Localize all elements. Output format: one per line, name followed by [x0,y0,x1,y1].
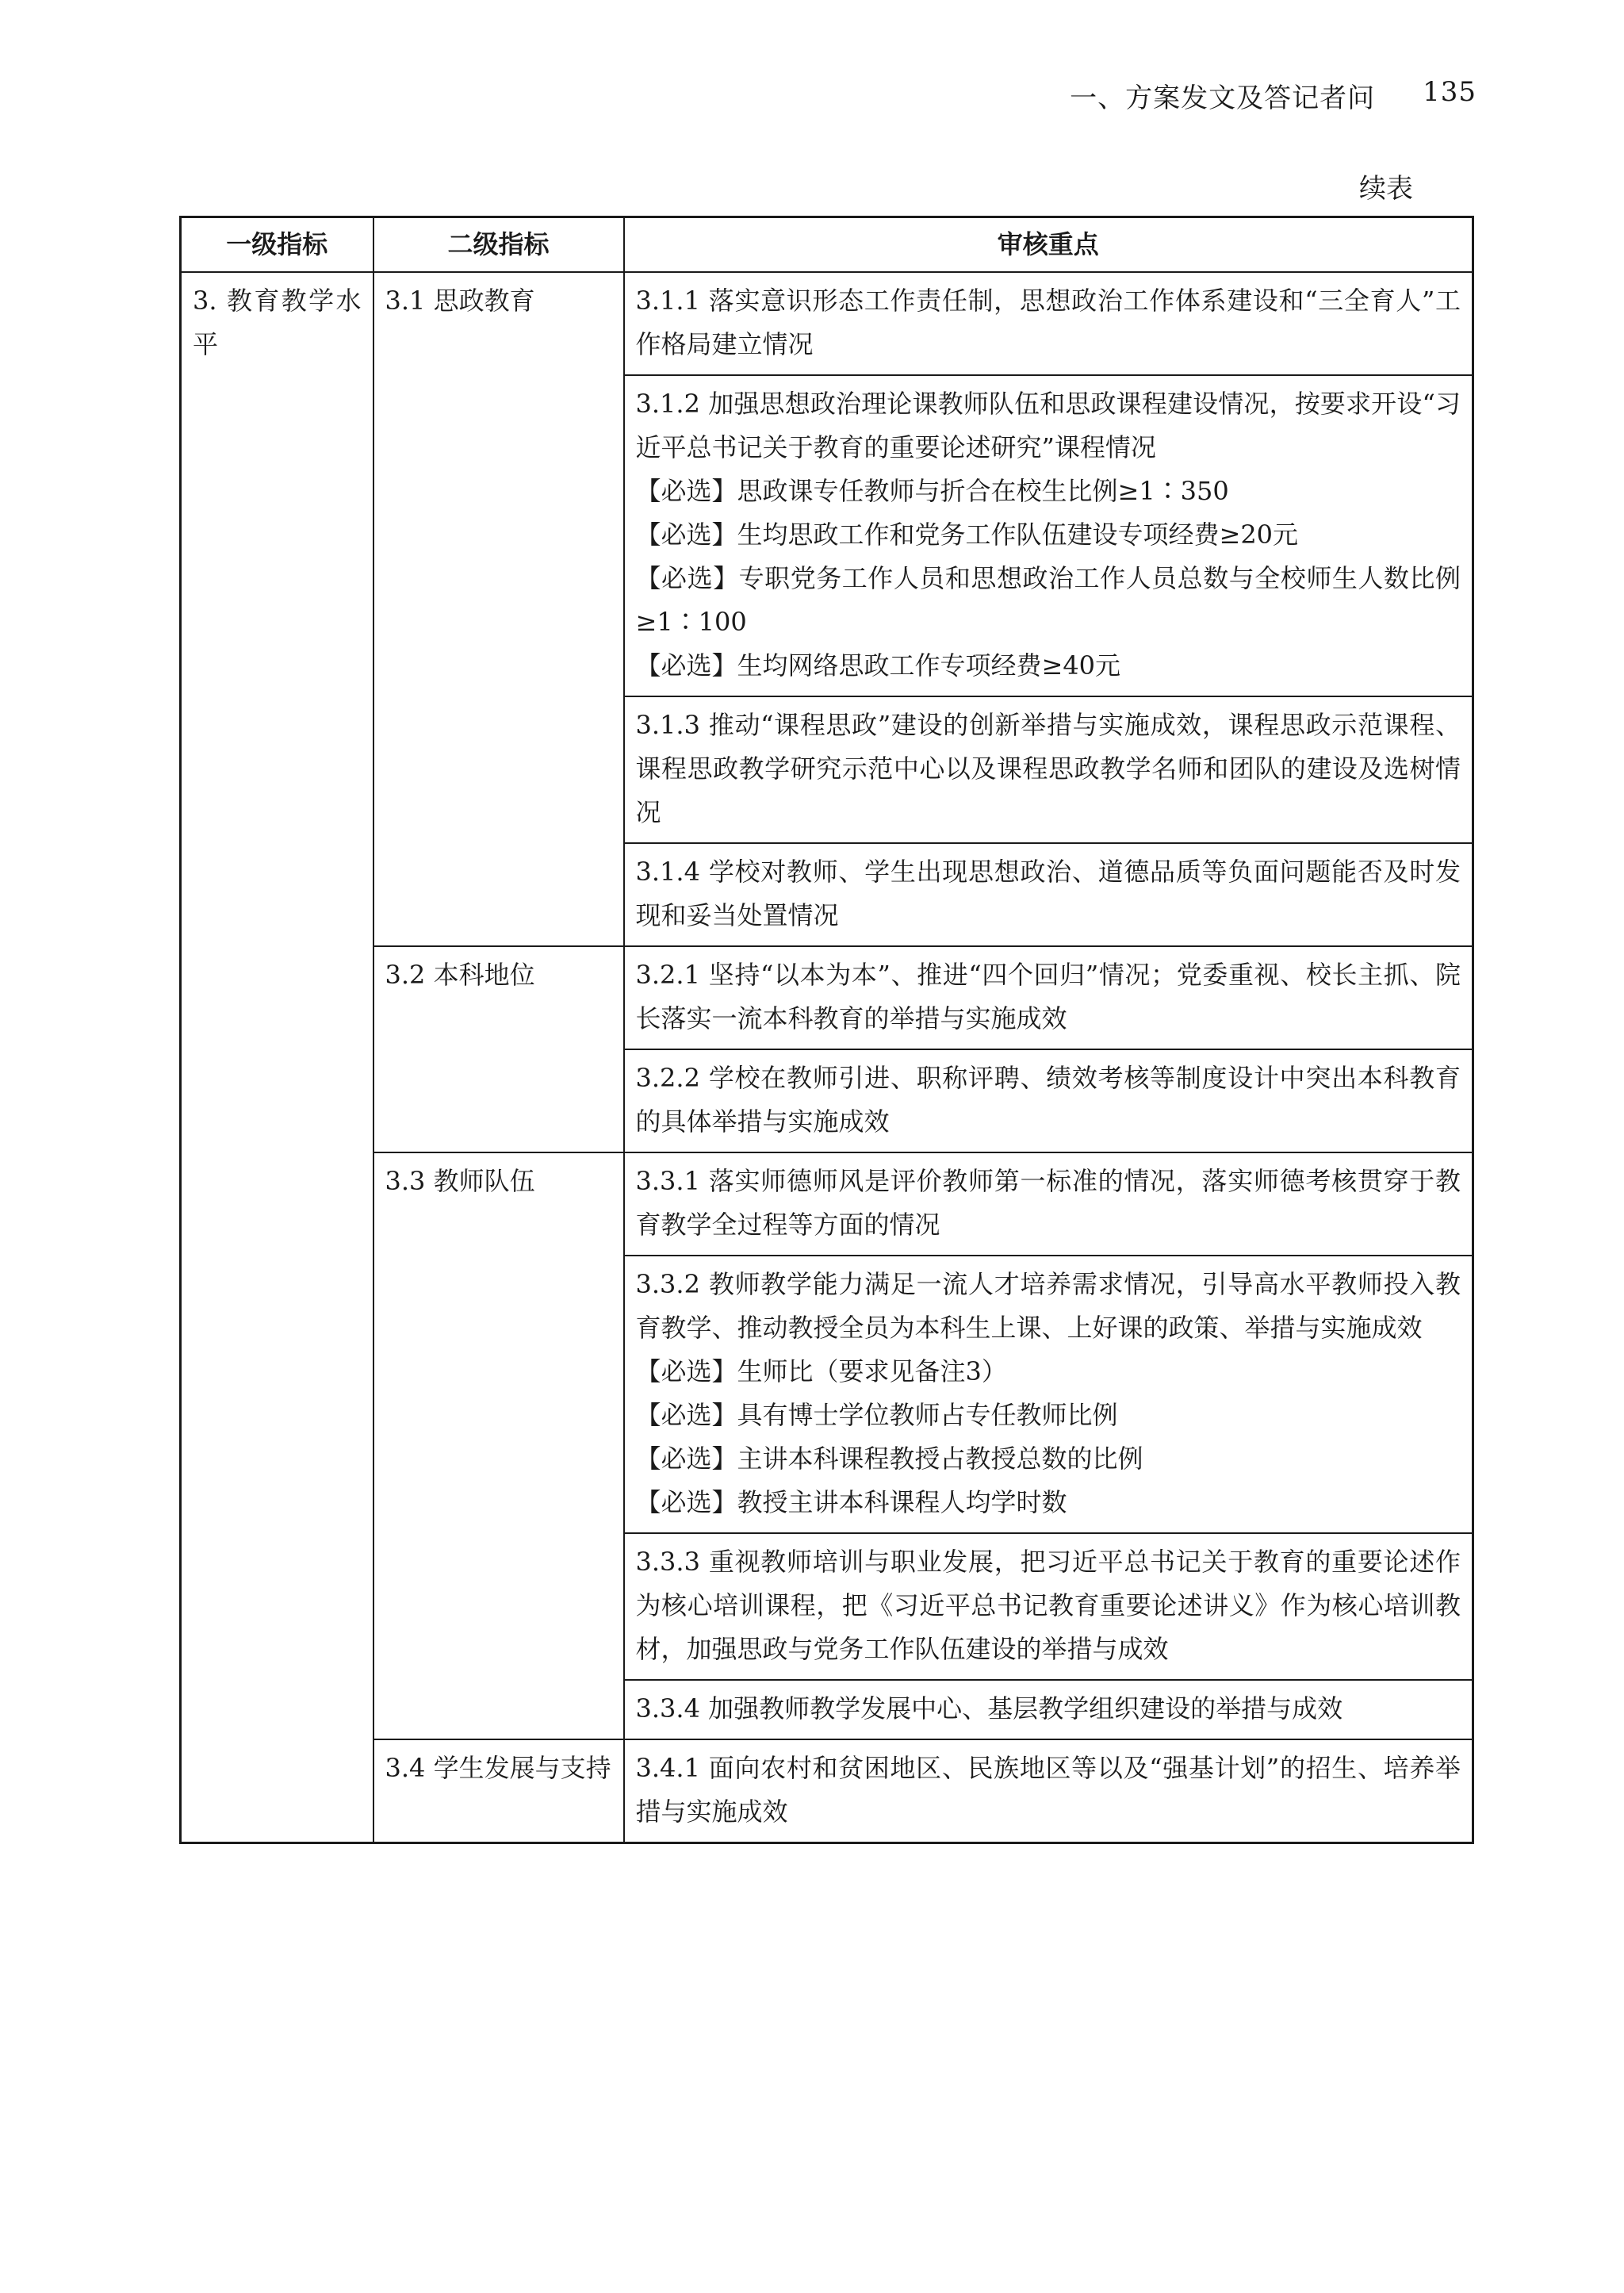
indicator-table [179,216,1474,1844]
table-row [181,1152,1473,1256]
review-focus-cell [624,946,1473,1049]
review-item-text: 3.1.2 加强思想政治理论课教师队伍和思政课程建设情况，按要求开设“习近平总书记关于教育的重要论述研究”课程情况 [635,389,1461,462]
table-header-row [181,217,1473,273]
review-focus-cell [624,1739,1473,1843]
review-item-text: 3.2.2 学校在教师引进、职称评聘、绩效考核等制度设计中突出本科教育的具体举措与实施成效 [635,1063,1461,1137]
header-review-focus: 审核重点 [624,217,1473,273]
required-metric: 【必选】生师比（要求见备注3） [635,1356,1007,1386]
required-metric: 【必选】思政课专任教师与折合在校生比例≥1∶350 [635,476,1229,506]
review-item-text: 3.2.1 坚持“以本为本”、推进“四个回归”情况；党委重视、校长主抓、院长落实一流本科教育的举措与实施成效 [635,960,1461,1033]
required-metric: 【必选】主讲本科课程教授占教授总数的比例 [635,1444,1143,1474]
table-row [181,946,1473,1049]
review-focus-cell [624,696,1473,843]
review-item-text: 3.3.3 重视教师培训与职业发展，把习近平总书记关于教育的重要论述作为核心培训课程，把《习近平总书记教育重要论述讲义》作为核心培训教材，加强思政与党务工作队伍建设的举措与成效 [635,1547,1461,1664]
review-focus-cell [624,1152,1473,1256]
level2-indicator: 3.4 学生发展与支持 [373,1739,624,1843]
review-focus-cell [624,1680,1473,1739]
review-focus-cell [624,1049,1473,1152]
review-focus-cell [624,375,1473,696]
review-focus-cell [624,1256,1473,1533]
level2-indicator: 3.3 教师队伍 [373,1152,624,1739]
required-metric: 【必选】专职党务工作人员和思想政治工作人员总数与全校师生人数比例≥1∶100 [635,563,1461,637]
required-metric: 【必选】生均思政工作和党务工作队伍建设专项经费≥20元 [635,520,1299,550]
required-metric: 【必选】教授主讲本科课程人均学时数 [635,1487,1067,1517]
required-metric: 【必选】具有博士学位教师占专任教师比例 [635,1400,1118,1430]
table-row [181,1739,1473,1843]
review-focus-cell [624,1533,1473,1680]
review-item-text: 3.4.1 面向农村和贫困地区、民族地区等以及“强基计划”的招生、培养举措与实施成效 [635,1753,1461,1827]
review-item-text: 3.3.1 落实师德师风是评价教师第一标准的情况，落实师德考核贯穿于教育教学全过程等方面的情况 [635,1166,1461,1240]
page-header [1070,76,1477,115]
review-focus-cell [624,272,1473,375]
page-number: 135 [1423,76,1477,108]
review-item-text: 3.1.3 推动“课程思政”建设的创新举措与实施成效，课程思政示范课程、课程思政教学研究示范中心以及课程思政教学名师和团队的建设及选树情况 [635,710,1461,827]
review-item-text: 3.1.4 学校对教师、学生出现思想政治、道德品质等负面问题能否及时发现和妥当处置情况 [635,857,1461,930]
header-level1: 一级指标 [181,217,373,273]
table-row [181,272,1473,375]
level2-indicator: 3.1 思政教育 [373,272,624,946]
level1-indicator: 3. 教育教学水平 [181,272,373,1843]
continued-label: 续表 [1359,173,1413,205]
level2-indicator: 3.2 本科地位 [373,946,624,1152]
review-item-text: 3.1.1 落实意识形态工作责任制，思想政治工作体系建设和“三全育人”工作格局建立情况 [635,286,1461,359]
review-focus-cell [624,843,1473,946]
section-title: 一、方案发文及答记者问 [1070,82,1376,114]
required-metric: 【必选】生均网络思政工作专项经费≥40元 [635,650,1121,681]
review-item-text: 3.3.4 加强教师教学发展中心、基层教学组织建设的举措与成效 [635,1693,1343,1724]
review-item-text: 3.3.2 教师教学能力满足一流人才培养需求情况，引导高水平教师投入教育教学、推动教授全员为本科生上课、上好课的政策、举措与实施成效 [635,1269,1461,1343]
header-level2: 二级指标 [373,217,624,273]
